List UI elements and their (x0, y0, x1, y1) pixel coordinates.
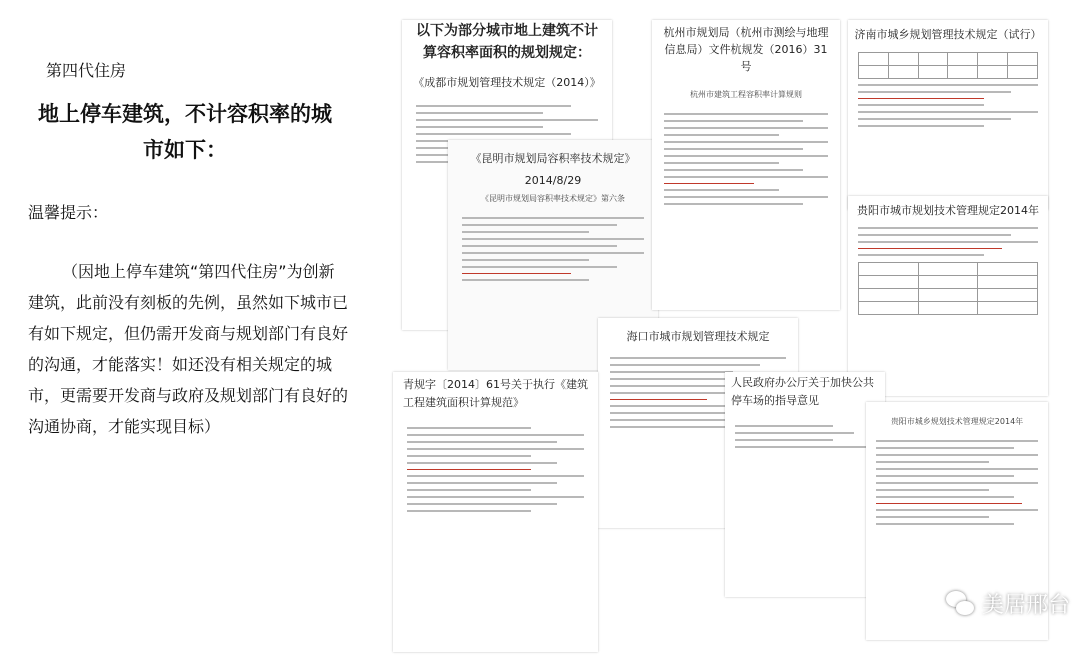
doc-intro-title: 以下为部分城市地上建筑不计算容积率面积的规划规定： (416, 23, 598, 61)
doc-hangzhou (652, 20, 840, 310)
watermark (946, 588, 1070, 619)
doc-hangzhou-title: 杭州市规划局（杭州市测绘与地理信息局）文件杭规发（2016）31号 (663, 26, 829, 73)
doc-kunming-date: 2014/8/29 (524, 174, 582, 187)
wechat-icon (946, 589, 976, 619)
doc-kunming-title: 《昆明市规划局容积率技术规定》 (470, 152, 636, 165)
doc-guiyang-title: 贵阳市城市规划技术管理规定2014年 (857, 204, 1039, 217)
tip-title: 温馨提示： (28, 203, 109, 222)
doc-qingdao (393, 372, 598, 652)
doc-haikou-title: 海口市城市规划管理技术规定 (626, 330, 770, 343)
doc-guiyang (848, 196, 1048, 396)
left-text-column (0, 0, 360, 655)
watermark-text: 美居邢台 (981, 593, 1070, 618)
doc-chengdu-title: 《成都市规划管理技术规定（2014）》 (413, 76, 601, 89)
doc-kunming-sub: 《昆明市规划局容积率技术规定》第六条 (481, 194, 625, 203)
doc-public-parking-title: 人民政府办公厅关于加快公共停车场的指导意见 (731, 376, 874, 407)
tip-body: （因地上停车建筑“第四代住房”为创新建筑，此前没有刻板的先例，虽然如下城市已有如下规定，但仍需开发商与规划部门有良好的沟通，才能落实！如还没有相关规定的城市，更需要开发商与政府及规划部门有良好的沟通协商，才能实现目标） (28, 262, 349, 436)
doc-public-parking (725, 372, 885, 597)
doc-hangzhou-sub: 杭州市建筑工程容积率计算规则 (690, 90, 802, 99)
doc-jinan-title: 济南市城乡规划管理技术规定（试行） (854, 28, 1042, 41)
doc-guiyang-2-title: 贵阳市城乡规划技术管理规定2014年 (890, 417, 1024, 426)
headline: 地上停车建筑，不计容积率的城市如下： (38, 102, 332, 162)
doc-jinan (848, 20, 1048, 210)
doc-qingdao-title: 青规字〔2014〕61号关于执行《建筑工程建筑面积计算规范》 (403, 378, 588, 409)
kicker: 第四代住房 (46, 61, 127, 80)
